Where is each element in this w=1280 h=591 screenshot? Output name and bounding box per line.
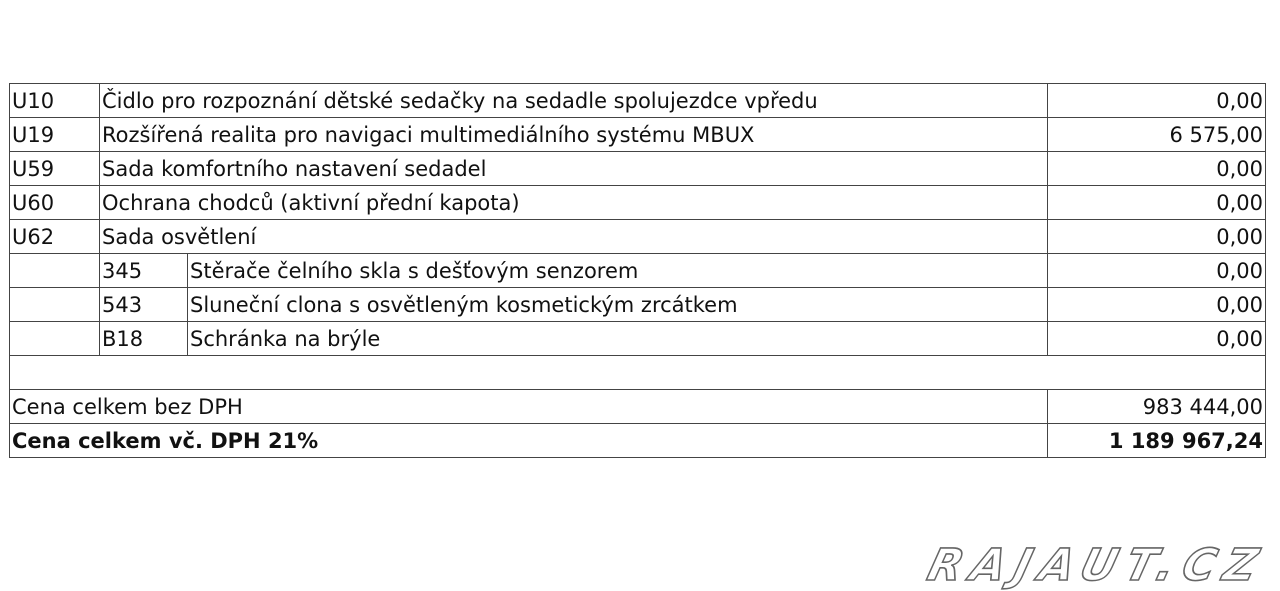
item-code: U62 (10, 220, 100, 254)
total-net-label: Cena celkem bez DPH (10, 390, 1048, 424)
table-row (10, 84, 1266, 118)
item-price: 6 575,00 (1048, 118, 1266, 152)
watermark-logo: RAJAUT.CZ (923, 540, 1273, 591)
total-gross-row (10, 424, 1266, 458)
item-price: 0,00 (1048, 84, 1266, 118)
subitem-code: 345 (100, 254, 188, 288)
table-row (10, 186, 1266, 220)
total-net-value: 983 444,00 (1048, 390, 1266, 424)
table-subrow (10, 288, 1266, 322)
table-row (10, 152, 1266, 186)
subitem-description: Sluneční clona s osvětleným kosmetickým zrcátkem (188, 288, 1048, 322)
subitem-code: 543 (100, 288, 188, 322)
table-subrow (10, 322, 1266, 356)
subitem-price: 0,00 (1048, 322, 1266, 356)
item-price: 0,00 (1048, 152, 1266, 186)
table-row (10, 220, 1266, 254)
item-description: Rozšířená realita pro navigaci multimediálního systému MBUX (100, 118, 1048, 152)
price-table-container (9, 83, 1265, 458)
item-price: 0,00 (1048, 186, 1266, 220)
subitem-description: Stěrače čelního skla s dešťovým senzorem (188, 254, 1048, 288)
item-description: Sada osvětlení (100, 220, 1048, 254)
table-row (10, 118, 1266, 152)
item-description: Ochrana chodců (aktivní přední kapota) (100, 186, 1048, 220)
indent-cell (10, 288, 100, 322)
item-code: U59 (10, 152, 100, 186)
total-gross-label: Cena celkem vč. DPH 21% (10, 424, 1048, 458)
indent-cell (10, 254, 100, 288)
subitem-price: 0,00 (1048, 254, 1266, 288)
price-table (9, 83, 1266, 458)
total-gross-value: 1 189 967,24 (1048, 424, 1266, 458)
subitem-description: Schránka na brýle (188, 322, 1048, 356)
item-code: U10 (10, 84, 100, 118)
item-code: U60 (10, 186, 100, 220)
subitem-price: 0,00 (1048, 288, 1266, 322)
item-price: 0,00 (1048, 220, 1266, 254)
empty-cell (10, 356, 1266, 390)
empty-row (10, 356, 1266, 390)
table-subrow (10, 254, 1266, 288)
subitem-code: B18 (100, 322, 188, 356)
item-description: Sada komfortního nastavení sedadel (100, 152, 1048, 186)
item-code: U19 (10, 118, 100, 152)
item-description: Čidlo pro rozpoznání dětské sedačky na sedadle spolujezdce vpředu (100, 84, 1048, 118)
total-net-row (10, 390, 1266, 424)
indent-cell (10, 322, 100, 356)
